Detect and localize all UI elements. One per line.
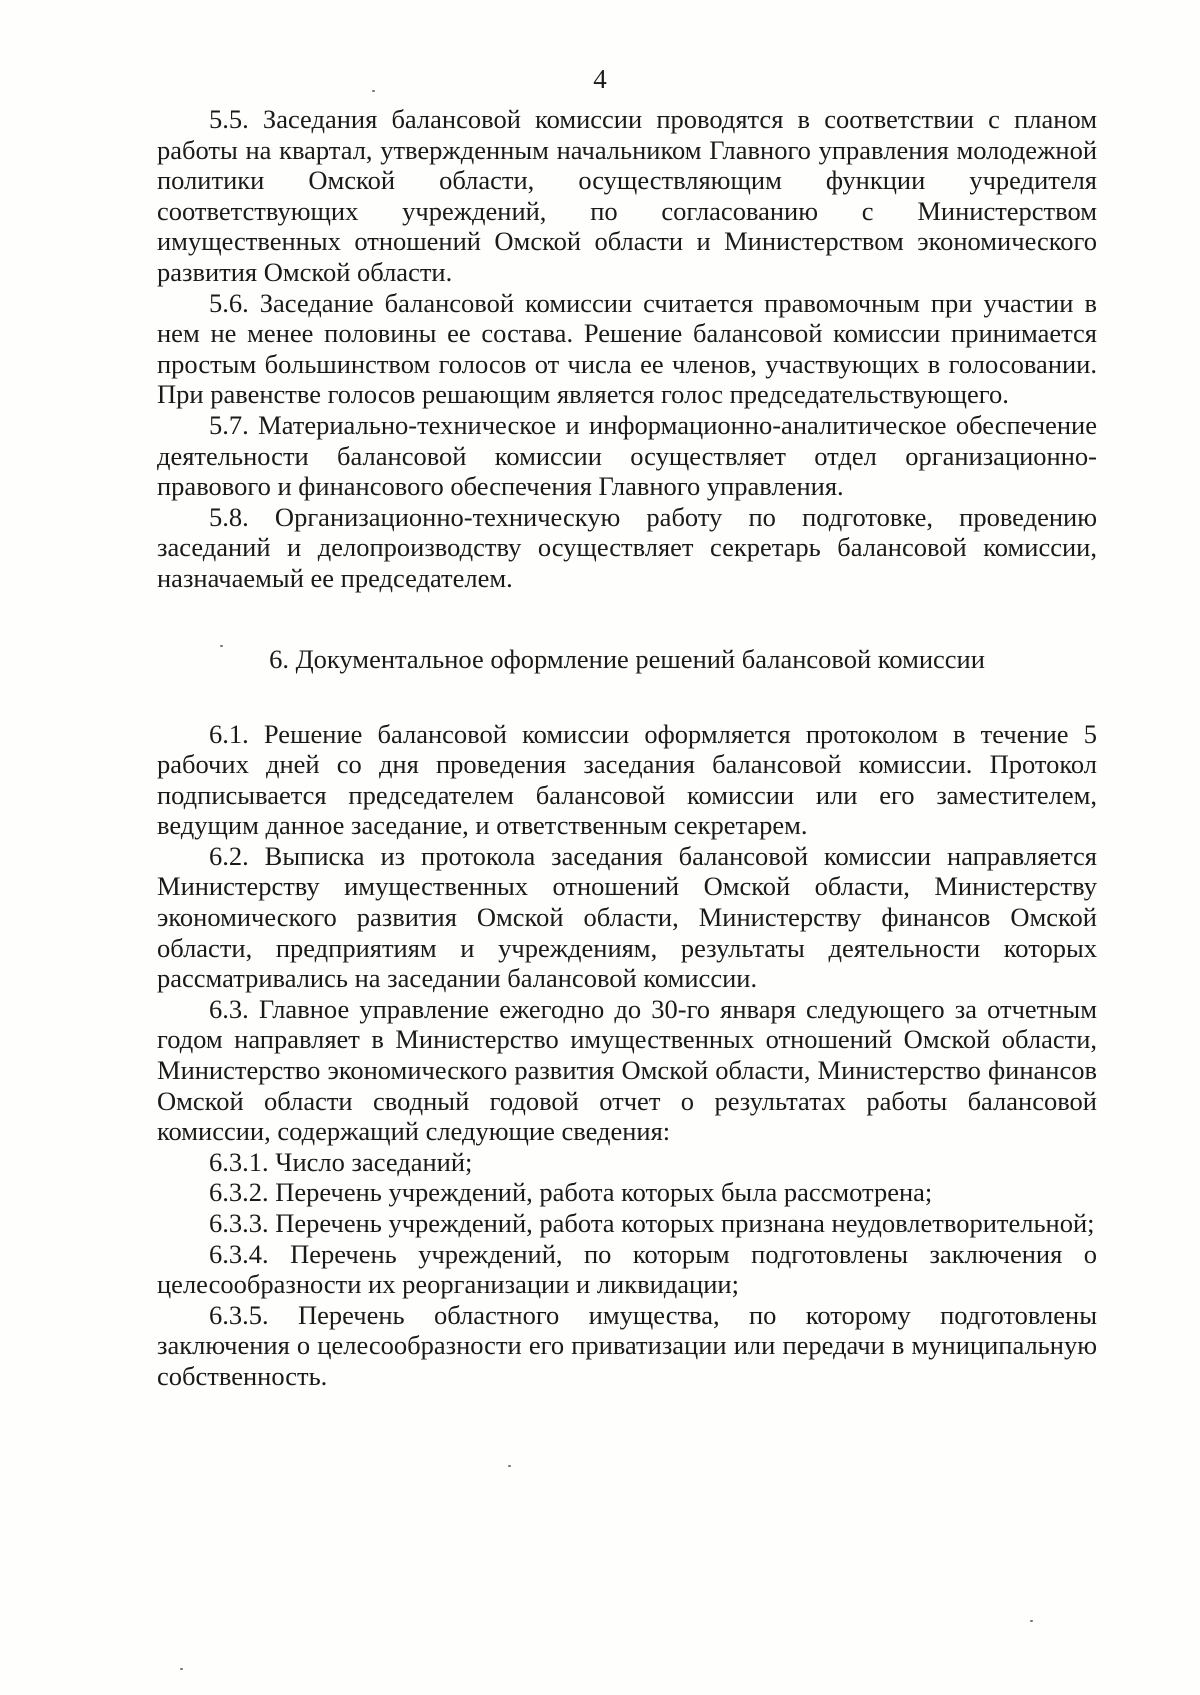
paragraph-6-1: 6.1. Решение балансовой комиссии оформляется протоколом в течение 5 рабочих дней со дня проведения заседания балансовой комиссии. Протокол подписывается председателем балансовой комиссии или его заместителем, ведущим данное заседание, и ответственным секретарем. (157, 718, 1097, 841)
scan-speck (180, 1668, 183, 1670)
scan-speck (372, 90, 375, 92)
paragraph-6-2: 6.2. Выписка из протокола заседания балансовой комиссии направляется Министерству имущественных отношений Омской области, Министерству экономического развития Омской области, Министерству финансов Омской области, предприятиям и учреждениям, результаты деятельности которых рассматривались на заседании балансовой комиссии. (157, 840, 1097, 994)
scan-speck (1030, 1620, 1033, 1622)
paragraph-6-3-2: 6.3.2. Перечень учреждений, работа которых была рассмотрена; (209, 1177, 933, 1208)
scan-speck (220, 645, 223, 647)
document-body (157, 104, 1097, 1392)
paragraph-5-5: 5.5. Заседания балансовой комиссии проводятся в соответствии с планом работы на квартал, утвержденным начальником Главного управления молодежной политики Омской области, осуществляющим функции учредителя соответствующих учреждений, по согласованию с Министерством имущественных отношений Омской области и Министерством экономического развития Омской области. (157, 104, 1097, 287)
paragraph-6-3-5: 6.3.5. Перечень областного имущества, по которому подготовлены заключения о целесообразности его приватизации или передачи в муниципальную собственность. (157, 1299, 1097, 1391)
scan-speck (508, 1465, 511, 1467)
section-6-heading: 6. Документальное оформление решений балансовой комиссии (269, 643, 985, 674)
paragraph-5-6: 5.6. Заседание балансовой комиссии считается правомочным при участии в нем не менее половины ее состава. Решение балансовой комиссии принимается простым большинством голосов от числа ее членов, участвующих в голосовании. При равенстве голосов решающим является голос председательствующего. (157, 287, 1097, 410)
paragraph-5-8: 5.8. Организационно-техническую работу по подготовке, проведению заседаний и делопроизводству осуществляет секретарь балансовой комиссии, назначаемый ее председателем. (157, 501, 1097, 593)
paragraph-6-3: 6.3. Главное управление ежегодно до 30-го января следующего за отчетным годом направляет в Министерство имущественных отношений Омской области, Министерство экономического развития Омской области, Министерство финансов Омской области сводный годовой отчет о результатах работы балансовой комиссии, содержащий следующие сведения: (157, 993, 1097, 1147)
paragraph-6-3-1: 6.3.1. Число заседаний; (209, 1146, 473, 1177)
paragraph-6-3-4: 6.3.4. Перечень учреждений, по которым подготовлены заключения о целесообразности их реорганизации и ликвидации; (157, 1238, 1097, 1300)
page-number: 4 (593, 64, 607, 94)
paragraph-6-3-3: 6.3.3. Перечень учреждений, работа которых признана неудовлетворительной; (209, 1208, 1095, 1238)
paragraph-5-7: 5.7. Материально-техническое и информационно-аналитическое обеспечение деятельности балансовой комиссии осуществляет отдел организационно-правового и финансового обеспечения Главного управления. (157, 409, 1097, 502)
